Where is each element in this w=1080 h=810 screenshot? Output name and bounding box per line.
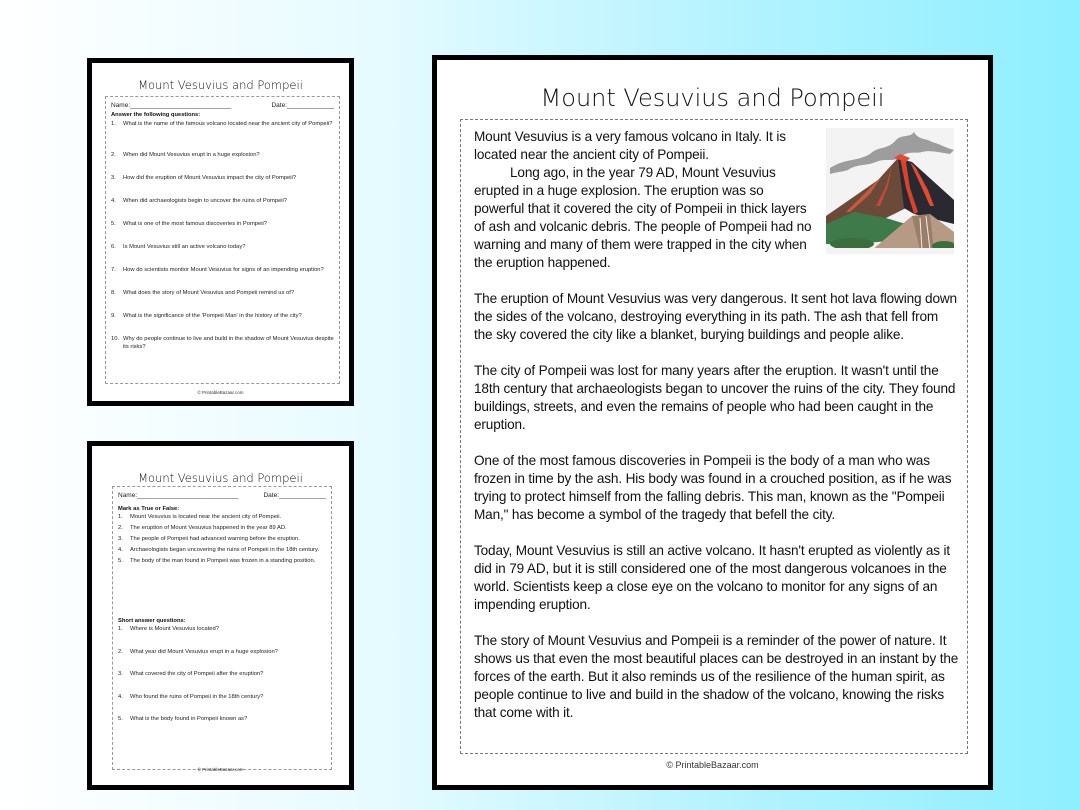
paragraph: The story of Mount Vesuvius and Pompeii is a reminder of the power of nature. It shows us that even the most beautiful places can be destroyed in an instant by the forces of the earth. But it also reminds us of the resilience of the human spirit, as people continue to live and build in the shadow of the volcano, knowing the risks that come with it.	[474, 633, 959, 720]
reading-passage-page	[432, 55, 993, 790]
truefalse-item	[118, 536, 326, 546]
worksheet-truefalse-page	[87, 441, 354, 790]
name-date-line	[113, 487, 331, 499]
question-text: Why do people continue to live and build in the shadow of Mount Vesuvius despite its risks?	[123, 336, 334, 350]
question-text: What is the significance of the 'Pompeii Man' in the history of the city?	[123, 313, 302, 319]
question-item	[111, 336, 334, 355]
reading-passage	[474, 128, 959, 740]
question-number: 10.	[111, 336, 120, 342]
item-text: Who found the ruins of Pompeii in the 18th century?	[130, 693, 264, 700]
question-item	[111, 121, 334, 148]
short-answer-list	[113, 626, 331, 737]
question-text: What does the story of Mount Vesuvius and Pompeii remind us of?	[123, 290, 295, 296]
item-text: What covered the city of Pompeii after the eruption?	[130, 671, 264, 677]
question-text: How do scientists monitor Mount Vesuvius for signs of an impending eruption?	[123, 267, 324, 273]
short-answer-item	[118, 694, 326, 715]
copyright-text: © PrintableBazaar.com	[666, 760, 759, 770]
question-text: When did Mount Vesuvius erupt in a huge explosion?	[123, 152, 260, 158]
paragraph: The city of Pompeii was lost for many years after the eruption. It wasn't until the 18th century that archaeologists began to uncover the ruins of the city. They found buildings, streets, and even the remains of people who had been caught in the eruption.	[474, 363, 956, 432]
question-list	[106, 121, 339, 355]
reading-box	[460, 119, 968, 754]
item-number: 3.	[118, 535, 123, 542]
truefalse-heading: Mark as True or False:	[118, 506, 180, 512]
item-text: What year did Mount Vesuvius erupt in a huge explosion?	[130, 648, 278, 655]
item-number: 2.	[118, 524, 123, 531]
truefalse-item	[118, 525, 326, 535]
paragraph: Long ago, in the year 79 AD, Mount Vesuvius erupted in a huge explosion. The eruption was so powerful that it covered the city of Pompeii in thick layers of ash and volcanic debris. The people of Pompeii had no warning and many of them were trapped in the city when the eruption happened.	[474, 165, 812, 270]
item-text: The people of Pompeii had advanced warning before the eruption.	[130, 535, 300, 542]
question-item	[111, 244, 334, 263]
date-field-label: Date:_____________	[263, 492, 326, 499]
item-number: 4.	[118, 693, 123, 700]
question-item	[111, 152, 334, 171]
question-item	[111, 313, 334, 332]
question-text: How did the eruption of Mount Vesuvius impact the city of Pompeii?	[123, 175, 297, 181]
item-number: 1.	[118, 513, 123, 520]
item-text: The eruption of Mount Vesuvius happened in the year 89 AD.	[130, 524, 287, 531]
truefalse-item	[118, 558, 326, 568]
name-field-label: Name:____________________________	[111, 102, 232, 109]
question-number: 8.	[111, 290, 116, 296]
question-item	[111, 290, 334, 309]
questions-box	[105, 96, 340, 384]
short-answer-item	[118, 716, 326, 737]
item-text: Archaeologists began uncovering the ruins of Pompeii in the 18th century.	[130, 546, 320, 553]
question-number: 3.	[111, 175, 116, 181]
questions-heading: Answer the following questions:	[111, 112, 201, 118]
item-number: 3.	[118, 671, 123, 677]
truefalse-list	[113, 514, 331, 568]
truefalse-box	[112, 486, 332, 770]
worksheet-title: Mount Vesuvius and Pompeii	[138, 78, 303, 92]
item-number: 1.	[118, 626, 123, 632]
item-number: 5.	[118, 716, 123, 722]
short-answer-heading: Short answer questions:	[118, 618, 186, 624]
item-number: 5.	[118, 557, 123, 564]
question-number: 5.	[111, 221, 116, 227]
item-text: Mount Vesuvius is located near the ancient city of Pompeii.	[130, 513, 282, 520]
paragraph: Today, Mount Vesuvius is still an active volcano. It hasn't erupted as violently as it did in 79 AD, but it is still considered one of the most dangerous volcanoes in the world. Scientists keep a close eye on the volcano to monitor for any signs of an impending eruption.	[474, 543, 951, 612]
short-answer-item	[118, 626, 326, 647]
item-number: 4.	[118, 546, 123, 553]
question-number: 4.	[111, 198, 116, 204]
question-text: When did archaeologists begin to uncover the ruins of Pompeii?	[123, 198, 288, 204]
paragraph: Mount Vesuvius is a very famous volcano in Italy. It is located near the ancient city of Pompeii.	[474, 129, 786, 162]
question-text: What is the name of the famous volcano located near the ancient city of Pompeii?	[123, 121, 333, 127]
item-text: The body of the man found in Pompeii was frozen in a standing position.	[130, 557, 316, 564]
question-number: 9.	[111, 313, 116, 319]
question-number: 7.	[111, 267, 116, 273]
item-text: Where is Mount Vesuvius located?	[130, 626, 219, 632]
question-item	[111, 267, 334, 286]
paragraph: One of the most famous discoveries in Pompeii is the body of a man who was frozen in time by the ash. His body was found in a crouched position, as if he was trying to protect himself from the falling debris. This man, known as the "Pompeii Man," has become a symbol of the tragedy that befell the city.	[474, 453, 952, 522]
question-text: Is Mount Vesuvius still an active volcano today?	[123, 244, 246, 250]
question-number: 1.	[111, 121, 116, 127]
copyright-text: © PrintableBazaar.com	[197, 390, 244, 395]
worksheet-title: Mount Vesuvius and Pompeii	[138, 471, 303, 485]
truefalse-item	[118, 514, 326, 524]
item-text: What is the body found in Pompeii known as?	[130, 716, 248, 722]
name-field-label: Name:____________________________	[118, 492, 239, 499]
truefalse-item	[118, 547, 326, 557]
question-text: What is one of the most famous discoveries in Pompeii?	[123, 221, 268, 227]
worksheet-questions-page	[87, 58, 354, 406]
paragraph: The eruption of Mount Vesuvius was very dangerous. It sent hot lava flowing down the sides of the volcano, destroying everything in its path. The ash that fell from the sky covered the city like a blanket, burying buildings and people alike.	[474, 291, 957, 342]
question-item	[111, 221, 334, 240]
short-answer-item	[118, 671, 326, 692]
question-item	[111, 175, 334, 194]
item-number: 2.	[118, 648, 123, 655]
date-field-label: Date:_____________	[271, 102, 334, 109]
name-date-line	[106, 97, 339, 109]
reading-title: Mount Vesuvius and Pompeii	[540, 84, 885, 112]
short-answer-item	[118, 649, 326, 670]
question-number: 2.	[111, 152, 116, 158]
copyright-text: © PrintableBazaar.com	[197, 767, 244, 772]
question-number: 6.	[111, 244, 116, 250]
question-item	[111, 198, 334, 217]
